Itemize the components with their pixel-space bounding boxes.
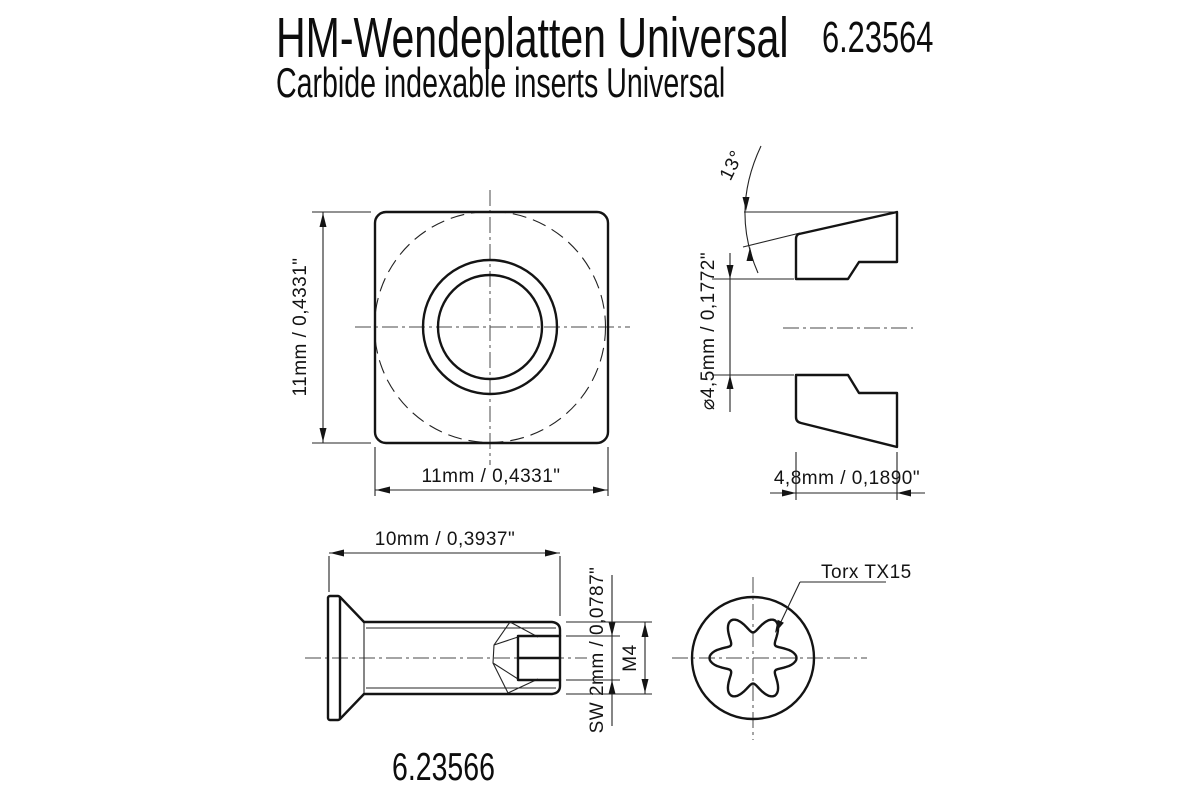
page-subtitle: Carbide indexable inserts Universal [276, 59, 726, 106]
part-number-screw: 6.23566 [392, 746, 495, 789]
page-title: HM-Wendeplatten Universal [276, 6, 789, 70]
part-number-insert: 6.23564 [822, 13, 934, 62]
label-torx-drive: Torx TX15 [821, 562, 912, 583]
screw-front-view [672, 562, 912, 740]
insert-section-view [698, 146, 925, 500]
dim-socket-width: SW 2mm / 0,0787" [587, 566, 608, 734]
screw-side-view [305, 529, 652, 733]
dim-bore-diameter: ⌀4,5mm / 0,1772" [698, 251, 719, 411]
dim-insert-height: 11mm / 0,4331" [290, 257, 311, 397]
dim-thread-size: M4 [620, 644, 641, 672]
insert-front-view [290, 190, 630, 496]
dim-insert-thickness: 4,8mm / 0,1890" [773, 468, 921, 489]
dim-clearance-angle: 13° [715, 147, 749, 184]
dim-insert-width: 11mm / 0,4331" [421, 466, 561, 487]
dim-screw-length: 10mm / 0,3937" [374, 529, 516, 550]
